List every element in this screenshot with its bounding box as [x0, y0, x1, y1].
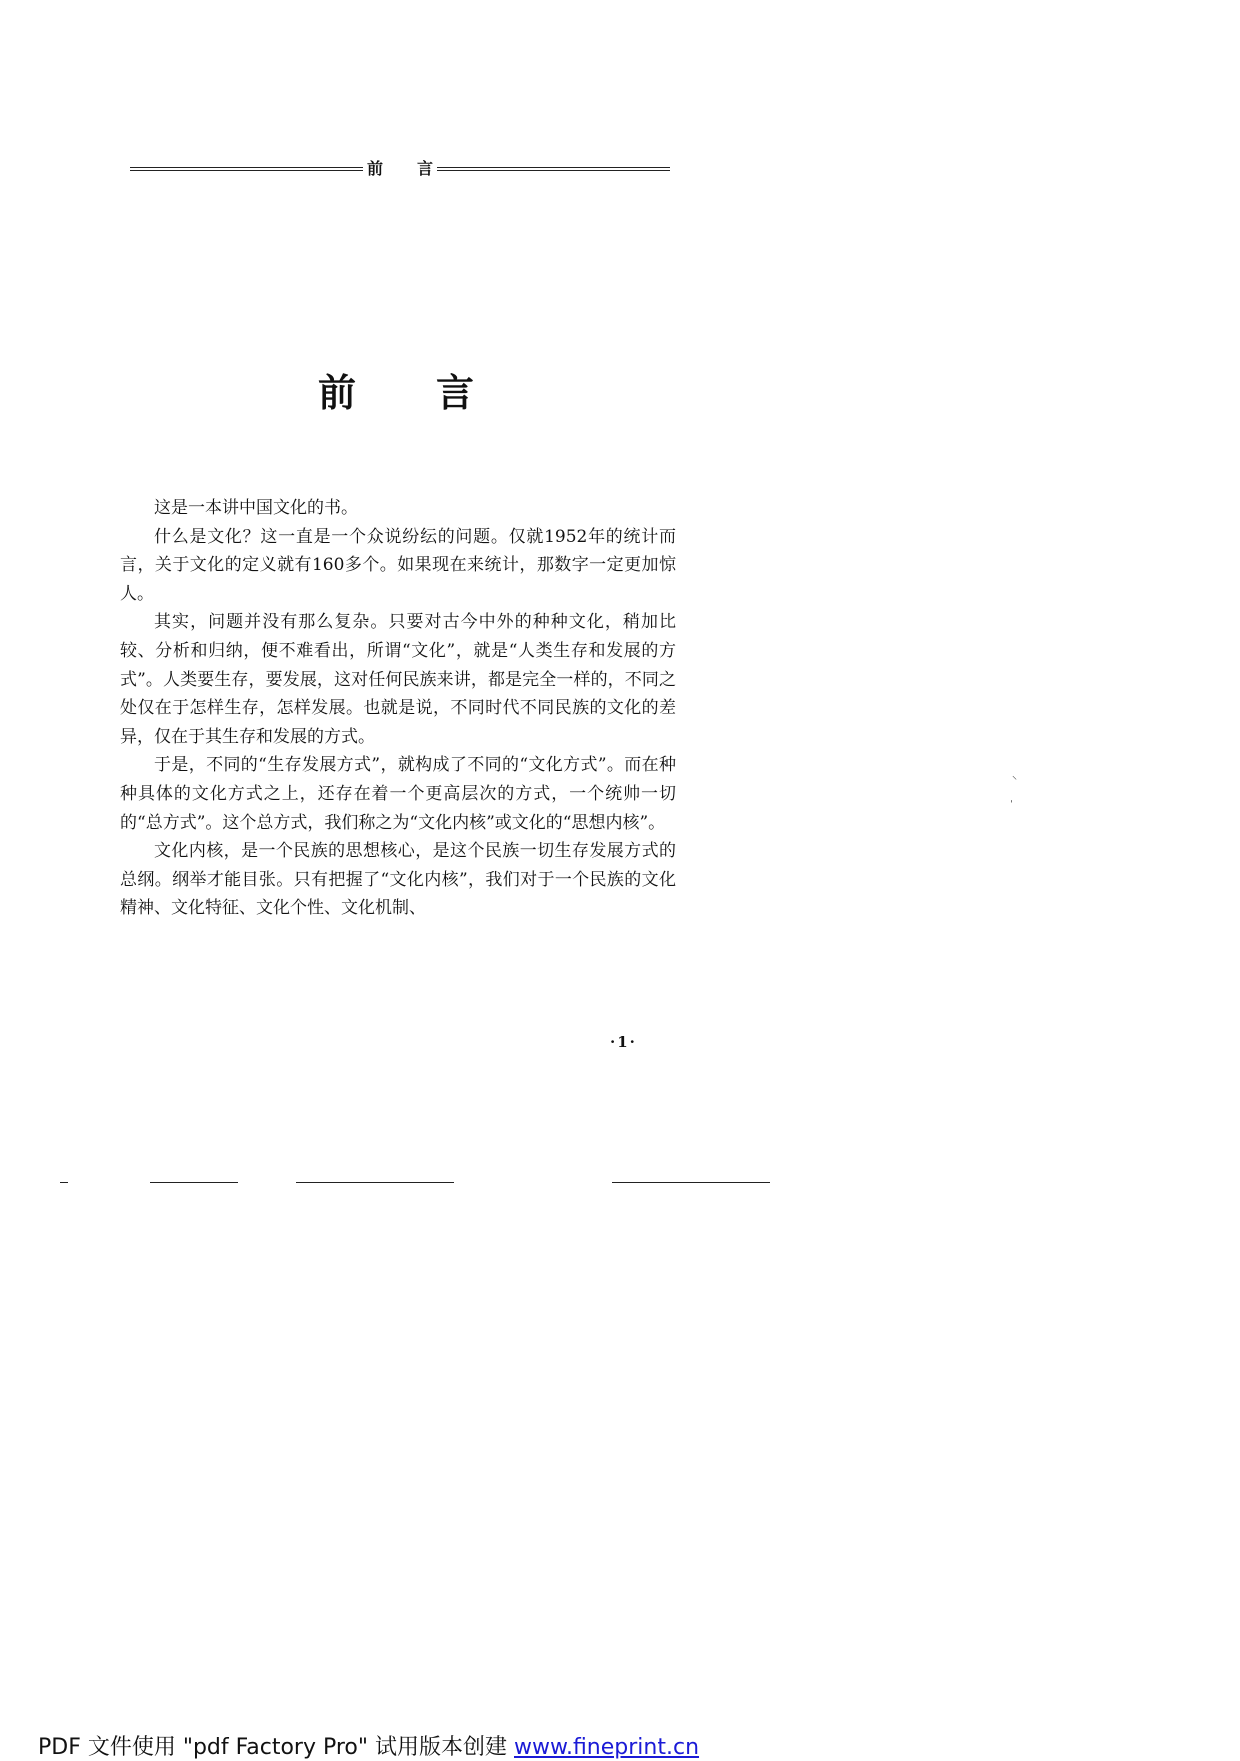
running-header [130, 158, 670, 180]
watermark-link[interactable]: www.fineprint.cn [514, 1735, 700, 1760]
paragraph: 其实，问题并没有那么复杂。只要对古今中外的种种文化，稍加比较、分析和归纳，便不难看出，所谓“文化”，就是“人类生存和发展的方式”。人类要生存，要发展，这对任何民族来讲，都是完全一样的，不同之处仅在于怎样生存，怎样发展。也就是说，不同时代不同民族的文化的差异，仅在于其生存和发展的方式。 [120, 612, 676, 747]
chapter-title: 前言 [318, 370, 555, 415]
paragraph: 文化内核，是一个民族的思想核心，是这个民族一切生存发展方式的总纲。纲举才能目张。只有把握了“文化内核”，我们对于一个民族的文化精神、文化特征、文化个性、文化机制、 [120, 841, 676, 919]
body-text [120, 494, 676, 923]
page-number: ·1· [610, 1033, 637, 1051]
watermark-text: PDF 文件使用 "pdf Factory Pro" 试用版本创建 [38, 1735, 514, 1760]
scan-artifact-line [296, 1182, 454, 1183]
header-rule-right [437, 167, 670, 171]
scan-artifact-line [612, 1182, 770, 1183]
running-header-text: 前言 [367, 159, 468, 178]
scan-artifact: ⸌ [1012, 775, 1017, 786]
paragraph: 什么是文化？这一直是一个众说纷纭的问题。仅就1952年的统计而言，关于文化的定义就有160多个。如果现在来统计，那数字一定更加惊人。 [120, 526, 676, 604]
scan-artifact-line [150, 1182, 238, 1183]
header-rule-left [130, 167, 363, 171]
paragraph: 这是一本讲中国文化的书。 [154, 498, 358, 518]
paragraph: 于是，不同的“生存发展方式”，就构成了不同的“文化方式”。而在种种具体的文化方式之上，还存在着一个更高层次的方式，一个统帅一切的“总方式”。这个总方式，我们称之为“文化内核”或文化的“思想内核”。 [120, 755, 676, 833]
scan-artifact-line [60, 1182, 68, 1183]
scan-artifact: ˈ [1010, 800, 1013, 811]
pdf-watermark [38, 1735, 699, 1761]
